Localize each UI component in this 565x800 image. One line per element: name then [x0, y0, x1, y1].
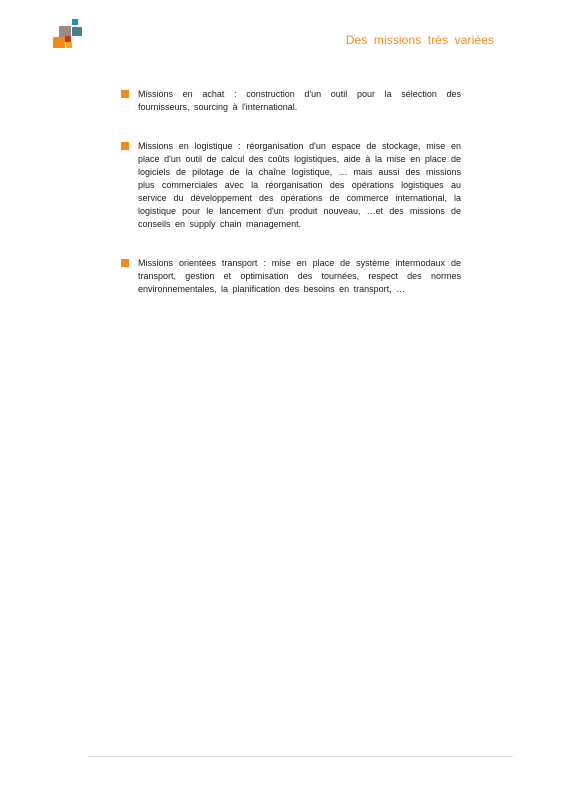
list-item-text: Missions en logistique : réorganisation d'un espace de stockage, mise en place d'un outil de calcul des coûts logistiques, aide à la mise en place de logiciels de pilotage de la chaîne logistique, … mais aussi des missions plus commerciales avec la réorganisation des opérations logistiques au service du développement des opérations de commerce international, la logistique pour le lancement d'un produit nouveau, …et des missions de conseils en supply chain management. — [138, 141, 461, 229]
list-item — [121, 257, 461, 296]
footer-divider — [88, 756, 513, 757]
page-title: Des missions très variées — [345, 33, 494, 47]
list-item — [121, 88, 461, 114]
list-item-text: Missions orientées transport : mise en place de système intermodaux de transport, gestion et optimisation des tournées, respect des normes environnementales, la planification des besoins en transport, … — [138, 258, 461, 294]
logo-square — [72, 19, 78, 25]
square-bullet-icon — [121, 90, 129, 98]
logo-square — [72, 27, 82, 36]
list-item — [121, 140, 461, 231]
square-bullet-icon — [121, 142, 129, 150]
logo-icon — [53, 19, 83, 49]
logo-square — [53, 37, 65, 48]
mission-list — [121, 88, 461, 296]
square-bullet-icon — [121, 259, 129, 267]
list-item-text: Missions en achat : construction d'un outil pour la sélection des fournisseurs, sourcing à l'international. — [138, 89, 461, 112]
logo-square — [66, 42, 72, 48]
